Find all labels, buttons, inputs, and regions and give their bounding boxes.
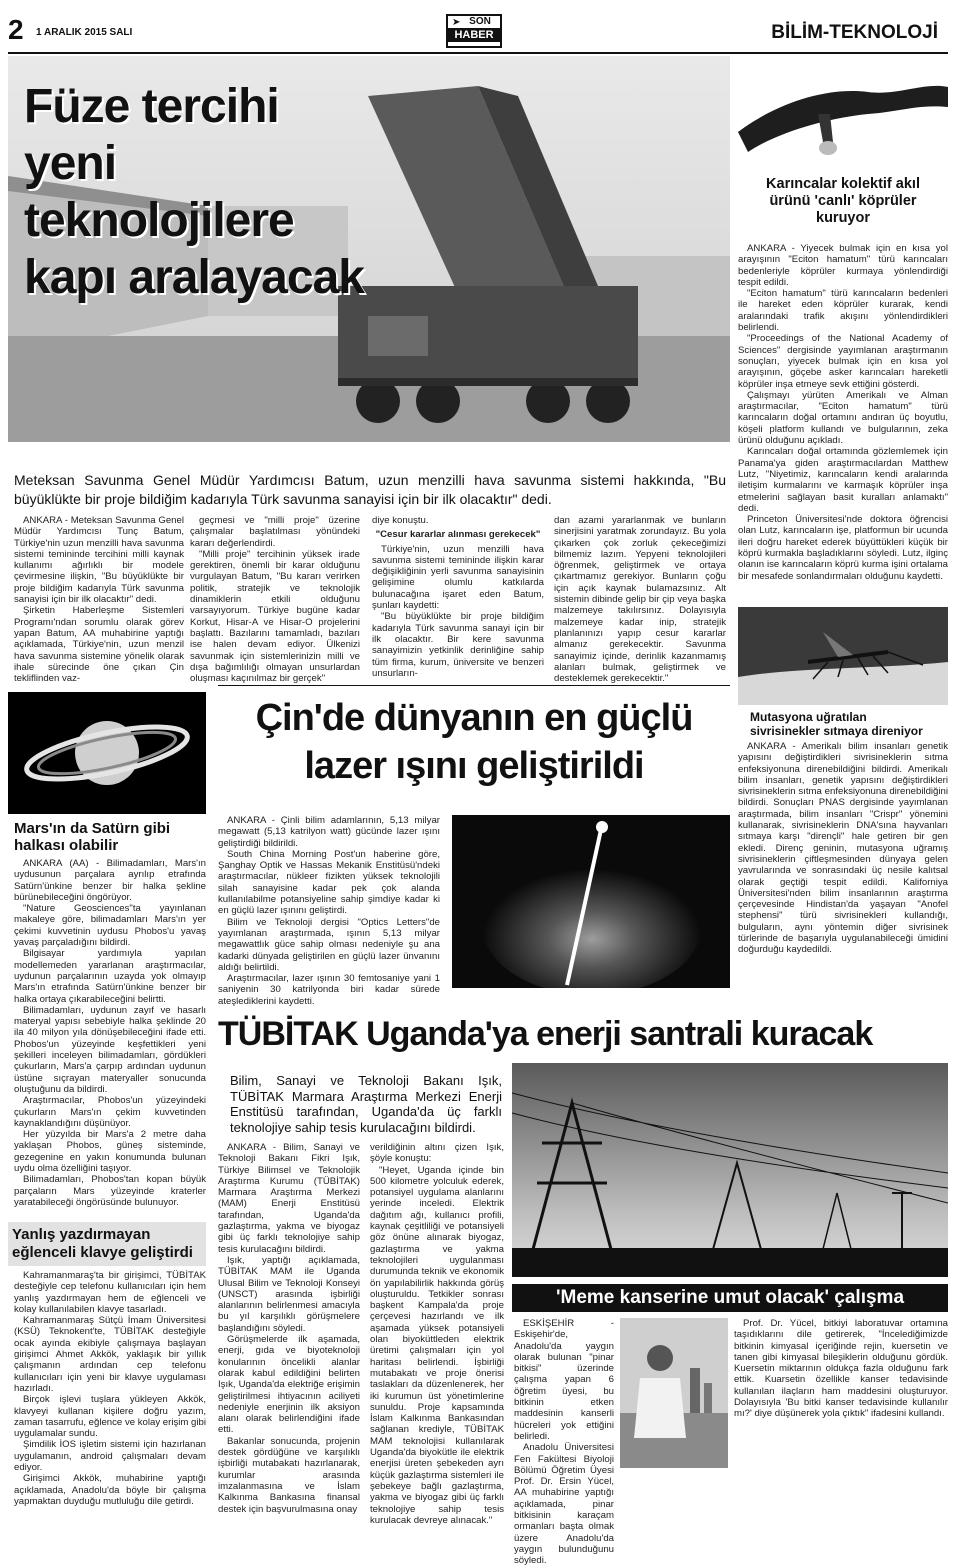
lead-col4-p1: dan azami yararlanmak ve bunların sinerjisini yaratmak zorundayız. Bu yola çıkarken çok zorluk çekeceğimizi bilmemiz lazım. Yepyeni teknolojileri öğrenmek, geliştirmek ve ortaya çıkartmamız gerekiyor. Bunların çoğu için açık kaynak bulamazsınız. Alt sistemin dibinde gelip bir çip veya başka malzemeye takılırsınız. Dolayısıyla malzemeye kadar inip, stratejik planlanınızı yapıp cesur kararlar almanız gerekecektir. Savunma sanayimiz içinde, derinlik kazanmamış alanları bulmak, geliştirmek ve desteklemek gerekecektir." (554, 515, 726, 685)
tubitak-col1-p2: Işık, yaptığı açıklamada, TÜBİTAK MAM ile Uganda Ulusal Bilim ve Teknoloji Konseyi (UNSCT) arasında işbirliği alanlarının belirlenmesi amacıyla bu yıl karşılıklı görüşmelere başlandığını söyledi. (218, 1254, 360, 1334)
saturn-p2: "Nature Geosciences"ta yayınlanan makaleye göre, bilimadamları Mars'ın yer çekimi kuvvetinin uydusu Phobos'u yavaş yavaş parçaladığını bildirdi. (14, 903, 206, 949)
lead-col1-p1: ANKARA - Meteksan Savunma Genel Müdür Yardımcısı Tunç Batum, Türkiye'nin uzun menzilli hava savunma sistemi temininde tercihini milli kaynak kullanımı ağırlıklı bir modele çevirmesine ilişkin, "Bu büyüklükte bir proje bildiğim kadarıyla Türk savunma sanayisi için bir ilk olacaktır" dedi. (14, 515, 184, 606)
lead-column-2 (190, 515, 360, 684)
ants-p3: "Proceedings of the National Academy of Sciences" dergisinde yayımlanan araştırmanın sonuçları, yiyecek bulmak için en kısa yol arayışının, göçebe asker karıncaları hareketli köprüler inşa etmeye sevk ettiğini gösterdi. (738, 333, 948, 390)
cancer-col1-p2: Anadolu Üniversitesi Fen Fakültesi Biyoloji Bölümü Öğretim Üyesi Prof. Dr. Ersin Yücel, AA muhabirine yaptığı açıklamada, pinar bitkisinin karaçam ormanları başta olmak üzere Anadolu'da yaygın bulunduğunu söyledi. (514, 1442, 614, 1567)
laser-p1: ANKARA - Çinli bilim adamlarının, 5,13 milyar megawatt (5,13 katrilyon watt) gücünde lazer ışını geliştirdiği bildirildi. (218, 815, 440, 849)
lead-col2-p1: geçmesi ve "milli proje" üzerine çalışmalar başlatılması yönündeki kararı değerlendirdi. (190, 515, 360, 549)
ants-headline: Karıncalar kolektif akıl ürünü 'canlı' köprüler kuruyor (766, 176, 920, 226)
saturn-p1: ANKARA (AA) - Bilimadamları, Mars'ın uydusunun parçalara ayrılıp etrafında Satürn'ünkine benzer bir halka şekline bürünebileceğini öngörüyor. (14, 858, 206, 903)
logo (446, 14, 502, 48)
ants-p6: Princeton Üniversitesi'nde doktora öğrencisi olan Lutz, karıncaların işe, platformun bir ucunda ileri doğru hareket ederek büyüttükleri küçük bir köprü kurmakla başladıklarını söyledi. Lutz, ilginç olanın ise karıncaların köprü kurma işini ortalama bir mesafede sonlandırmaları olduğunu kaydetti. (738, 514, 948, 582)
logo-top: SON (469, 16, 491, 27)
tubitak-col1-p1: ANKARA - Bilim, Sanayi ve Teknoloji Bakanı Fikri Işık, Türkiye Bilimsel ve Teknolojik Araştırma Kurumu (TÜBİTAK) Marmara Araştırma Merkezi (MAM) Enerji Enstitüsü tarafından, Uganda'da gazlaştırma, yakma ve biyogaz gibi üç farklı teknolojiye sahip tesis kurulacağını bildirdi. (218, 1142, 360, 1255)
ants-p5: Karıncaları doğal ortamında gözlemlemek için Panama'ya giden araştırmacılardan Matthew Lutz, "Niyetimiz, karıncaların kendi aralarında iletişim kurmalarını ve karmaşık köprüler inşa etmelerini sağlayan basit kuralları anlamaktı" dedi. (738, 446, 948, 514)
saturn-p7: Bilimadamları, Phobos'tan kopan büyük parçaların Mars yüzeyinde kraterler yaratabileceği öngörüsünde bulunuyor. (14, 1174, 206, 1208)
cancer-column-2 (734, 1318, 948, 1420)
masthead-rule (8, 52, 948, 54)
lead-headline (24, 78, 364, 306)
lead-headline-line-4: kapı aralayacak (24, 251, 364, 304)
laser-p2: South China Morning Post'un haberine göre, Şanghay Optik ve Hassas Mekanik Enstitüsü'ndeki araştırmacılar, nükleer fizikten yüksek teknolojili silah sanayisine kadar pek çok alanda kullanılabilme potansiyeline sahip şimdiye kadar ki en güçlü lazer ışınını geliştirdi. (218, 848, 440, 917)
power-lines-illustration (512, 1063, 948, 1277)
keyboard-p1: Kahramanmaraş'ta bir girişimci, TÜBİTAK desteğiyle cep telefonu kullanıcıları için hem yanlış yazdırmayan hem de eğlenceli ve kolay kullanılabilen klavye tasarladı. (14, 1270, 206, 1315)
saturn-body (14, 858, 206, 1208)
saturn-p3: Bilgisayar yardımıyla yapılan modellemeden yararlanan araştırmacılar, uydunun parçalarının uzayda yok olmayıp Mars'ın etrafında Satürn'ünkine benzer bir halka ortaya çıkarabileceğini belirtti. (14, 948, 206, 1005)
laser-photo (452, 815, 730, 988)
tubitak-column-1 (218, 1142, 360, 1515)
tubitak-column-2 (370, 1142, 504, 1526)
laser-beam-illustration (452, 815, 730, 988)
ants-p4: Çalışmayı yürüten Amerikalı ve Alman araştırmacılar, "Eciton hamatum" türü karıncaların doğal ortamını andıran üç boyutlu, köşeli platform kullandı ve bulgularının, zeka ürünü olduğunu açıkladı. (738, 389, 948, 447)
laser-p3: Bilim ve Teknoloji dergisi "Optics Letters"de yayımlanan araştırmada, ışının 5,13 milyar megawattlık güce sahip olması nedeniyle şu ana kadarki dünyada geliştirilen en güçlü lazer ünvanını aldığı belirtildi. (218, 916, 440, 973)
lead-deck: Meteksan Savunma Genel Müdür Yardımcısı Batum, uzun menzilli hava savunma sistemi hakkında, "Bu büyüklükte bir proje bildiğim kadarıyla Türk savunma sanayisi için bir ilk olacaktır" dedi. (14, 472, 726, 507)
mosquito-photo (738, 607, 948, 705)
ants-p1: ANKARA - Yiyecek bulmak için en kısa yol arayışının "Eciton hamatum" türü karıncaları bedenleriyle köprüler kurmaya yönlendirdiği tespit edildi. (738, 243, 948, 288)
mosquito-body (738, 741, 948, 956)
lead-col3-p2: "Bu büyüklükte bir proje bildiğim kadarıyla Türk savunma sanayi için bir ilk olacaktır. Bir kere savunma sanayimizin yetkinlik derinliğine sahip tüm firma, kurum, üniversite ve benzeri unsurların- (372, 611, 544, 679)
laser-body (218, 815, 440, 1007)
saturn-p6: Her yüzyılda bir Mars'a 2 metre daha yaklaşan Phobos, güneş sisteminde, gezegenine en yakın konumunda bulunan uydu olma özelliğini taşıyor. (14, 1129, 206, 1175)
keyboard-p5: Girişimci Akkök, muhabirine yaptığı açıklamada, Anadolu'da böyle bir çalışma yapmaktan duyduğu mutluluğu dile getirdi. (14, 1473, 206, 1507)
cancer-headline: 'Meme kanserine umut olacak' çalışma (512, 1284, 948, 1312)
power-lines-photo (512, 1063, 948, 1277)
ants-photo (738, 62, 948, 170)
saturn-headline: Mars'ın da Satürn gibi halkası olabilir (14, 820, 171, 854)
ants-p2: "Eciton hamatum" türü karıncaların bedenleri ile hareket eden köprüler kurarak, kendi aralarındaki trafik akışını yönlendirdikleri belirlendi. (738, 288, 948, 334)
lead-col3-lead: diye konuştu. (372, 515, 429, 526)
lead-headline-line-1: Füze tercihi (24, 80, 279, 133)
ant-bridge-illustration (738, 62, 948, 170)
lead-column-1 (14, 515, 184, 684)
tubitak-col2-p2: "Heyet, Uganda içinde bin 500 kilometre yolculuk ederek, potansiyel uygulama alanlarını yerinde inceledi. Elektrik dağıtım ağı, kullanıcı profili, kaynak çeşitliliği ve potansiyeli göz önüne alınarak biyogaz, gazlaştırma ve yakma teknolojileri uygulanması durumunda teknik ve ekonomik ön yapılabilirlik hakkında görüş oluşturuldu. Tetkikler sonrası başkent Kampala'da proje çerçevesi hazırlandı ve ilk aşamada yüksek potansiyeli olan biyoküttleden elektrik üretimi çalışmaları için yol haritası belirlendi. İşbirliği mutabakatı ve proje önerisi taslakları da düzenlenerek, her iki kurumun üst yönetimlerine sunuldu. Proje kapsamında İslam Kalkınma Bankasından sağlanan krediyle, TÜBİTAK MAM teknolojisi kullanılarak Uganda'da biyokütle ile elektrik enerjisi üreten şebekeden ayrı küçük gazlaştırma sistemleri ile şebekeye bağlı gazlaştırma, yakma ve biyogaz gibi üç farklı teknolojiye sahip tesis kurulacak devreye alınacak." (370, 1164, 504, 1526)
saturn-p4: Bilimadamları, uydunun zayıf ve hasarlı materyal yapısı sebebiyle halka şeklinde 20 ila 40 milyon yıla dönüşebileceğini ifade etti. Phobos'un yüzeyinde keşfettikleri yeni şekilleri inceleyen bilimadamları, gördükleri çukurların, Mars'a çarpıp ardından uydunun üstüne sıçrayan materyaller sonucunda oluştuğunu da bildirdi. (14, 1004, 206, 1095)
logo-bottom: HABER (448, 28, 500, 42)
laser-headline-line-2: lazer ışını geliştirildi (304, 745, 644, 787)
lab-photo (620, 1318, 728, 1468)
laser-p4: Araştırmacılar, lazer ışının 30 femtosaniye yani 1 saniyenin 30 katrilyonda biri kadar sürede ateşlediklerini kaydetti. (218, 973, 440, 1007)
lead-headline-line-2: yeni (24, 137, 117, 190)
lab-researcher-illustration (620, 1318, 728, 1468)
lead-column-3 (372, 515, 544, 679)
lead-col3-subhead: "Cesur kararlar alınması gerekecek" (375, 529, 541, 541)
bird-icon: ➤ (452, 17, 461, 28)
keyboard-headline: Yanlış yazdırmayan eğlenceli klavye geliştirdi (8, 1222, 206, 1266)
ants-body (738, 243, 948, 582)
tubitak-headline: TÜBİTAK Uganda'ya enerji santrali kuracak (218, 1015, 873, 1053)
cancer-column-1 (514, 1318, 614, 1567)
mosquito-headline: Mutasyona uğratılan sivrisinekler sıtmaya direniyor (750, 710, 923, 738)
saturn-photo (8, 692, 206, 814)
laser-top-rule (218, 685, 730, 686)
lead-headline-line-3: teknolojilere (24, 194, 294, 247)
lead-col2-p2: "Milli proje" tercihinin yüksek irade gerektiren, önemli bir karar olduğunu vurgulayan Batum, "Bu kararı verirken politik, stratejik ve teknolojik dinamiklerin etkili olduğunu varsayıyorum. Türkiye bugüne kadar Korkut, Hisar-A ve Hisar-O projelerini başlattı. Bazılarını tamamladı, bazıları ise halen devam ediyor. Ülkenizi savunmak için sistemlerinizin milli ve dışa bağımlılığı olmayan unsurlardan oluşması kaçınılmaz bir gerçek" (190, 548, 360, 685)
keyboard-p3: Birçok işlevi tuşlara yükleyen Akkök, klavyeyi kullanan kişilere doğru yazım, zaman tasarrufu, eğlence ve kolay erişim gibi uygulamalar sundu. (14, 1394, 206, 1440)
cancer-col1-p1: ESKİŞEHİR - Eskişehir'de, Anadolu'da yaygın olarak bulunan "pinar bitkisi" üzerinde çalışma yapan 6 öğretim üyesi, bu bitkinin etken maddesinin kanserli hücreleri yok ettiğini belirledi. (514, 1318, 614, 1442)
mosquito-illustration (738, 607, 948, 705)
laser-headline-line-1: Çin'de dünyanın en güçlü (255, 697, 693, 739)
keyboard-p4: Şimdilik İOS işletim sistemi için hazırlanan uygulamanın, android çalışmaları devam ediyor. (14, 1439, 206, 1474)
tubitak-col1-p3: Görüşmelerde ilk aşamada, enerji, gıda ve biyoteknoloji konularının öncelikli alanlar olarak kabul edildiğini belirten Işık, Uganda'da elektriğe erişimin geliştirilmesi ihtiyacının aciliyeti nedeniyle enerjinin ilk aksiyon alanı olarak belirlendiğini ifade etti. (218, 1334, 360, 1436)
issue-date: 1 ARALIK 2015 SALI (36, 27, 133, 38)
keyboard-body (14, 1270, 206, 1507)
tubitak-col1-p4: Bakanlar sonucunda, projenin destek gördüğüne ve karşılıklı işbirliği mutabakatı hazırlanarak, kurumlar arasında imzalanmasına ve İslam Kalkınma Bankasına finansal destek için başvurulmasına onay (218, 1435, 360, 1515)
tubitak-col2-p1: verildiğinin altını çizen Işık, şöyle konuştu: (370, 1142, 504, 1165)
keyboard-p2: Kahramanmaraş Sütçü İmam Üniversitesi (KSÜ) Teknokent'te, TÜBİTAK desteğiyle ocak ayında ekibiyle çalışmaya başlayan girişimci Ahmet Akkök, yaklaşık bir yıllık çalışmanın ardından cep telefonu kullanıcıları için yeni bir klavye uygulaması hazırladı. (14, 1315, 206, 1394)
section-title: BİLİM-TEKNOLOJİ (771, 22, 938, 43)
saturn-illustration (8, 692, 206, 814)
lead-column-4 (554, 515, 726, 684)
lead-col1-p2: Şirketin Haberleşme Sistemleri Programı'ndan sorumlu olarak görev yapan Batum, AA muhabirine yaptığı açıklamada, Türkiye'nin, uzun menzil hava savunma sistemine yönelik olarak ihale sürecinde öne çıkan Çin tekliflinden vaz- (14, 605, 184, 685)
mosquito-p1: ANKARA - Amerikalı bilim insanları genetik yapısını değiştirdikleri sivrisineklerin sıtma enfeksiyonuna direnebildiğini bildirdi. Amerikalı bilim insanları, genetik yapısını değiştirdikleri sivrisineklerin sıtma enfeksiyonuna direnebildiğini bildirdi. Sonuçları PNAS dergisinde yayımlanan araştırmada, bilim insanları "Crispr" yönemini kullanarak, sivrisineklerin DNA'sına hayvanları sıtmaya karşı "dirençli" hale getiren bir gen ekledi. Direnç geninin, mutasyona uğramış sivrisineklerin çiftleşmesinden dünyaya gelen yavrularında ve sonrasındaki üç nesile kalıtsal olarak geçtiği tespit edildi. Kaliforniya Üniversitesi'nden bilim insanlarının araştırma çerçevesinde Hindistan'da yaşayan "Anofel stephensi" türü sivrisinekleri kullandığı, bulguların, aynı yöntemin diğer sivrisinek türlerinde de başarıyla uygulanabileceği ümidini doğurduğu kaydedildi. (738, 741, 948, 956)
saturn-p5: Araştırmacılar, Phobos'un yüzeyindeki çukurların Mars'ın çekim kuvvetinden kaynaklandığını düşünüyor. (14, 1095, 206, 1129)
cancer-col2-p1: Prof. Dr. Yücel, bitkiyi laboratuvar ortamına taşıdıklarını dile getirerek, "İncelediğimizde bitkinin kimyasal içeriğinde rejin, kuersetin ve tanen gibi kimyasal bileşiklerin olduğunu gördük. Kuersetin miktarının oldukça fazla olduğunu fark ettik. Kuarsetin özellikle kanser tedavisinde kullanılan ilaçların ham maddesini oluşturuyor. Dolayısıyla 'Bu bitki kanser tedavisinde kullanılır mı?' diye düşünerek yola çıktık" ifadesini kullandı. (734, 1318, 948, 1420)
lead-col3-p1: Türkiye'nin, uzun menzilli hava savunma sistemi temininde ilişkin karar değişikliğinin yerli savunma sanayisinin gelişimine olumlu katkılarda bulunacağına işaret eden Batum, şunları kaydetti: (372, 543, 544, 612)
tubitak-deck: Bilim, Sanayi ve Teknoloji Bakanı Işık, TÜBİTAK Marmara Araştırma Merkezi Enerji Enstitüsü tarafından, Uganda'da üç farklı teknolojiye sahip tesis kurulacağını bildirdi. (230, 1073, 502, 1135)
page-number: 2 (8, 14, 24, 45)
laser-headline (218, 694, 730, 790)
